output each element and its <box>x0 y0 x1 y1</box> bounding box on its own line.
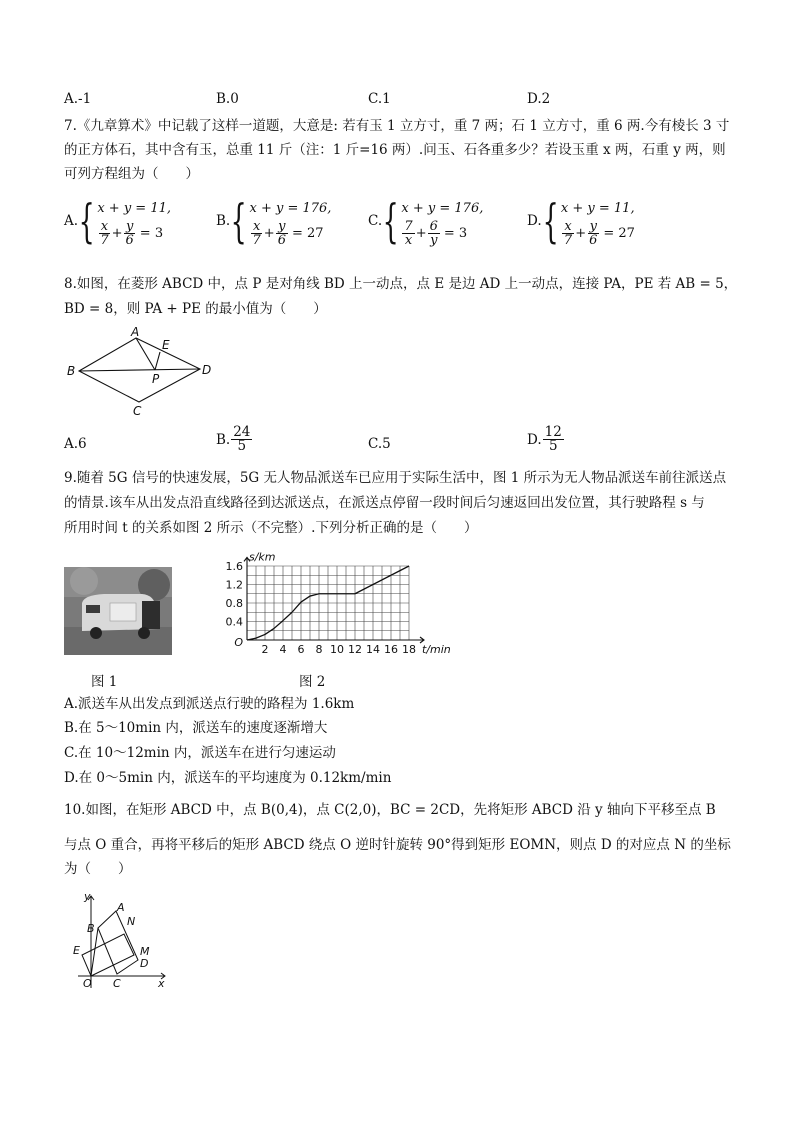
q8-option-d: D. $\frac{12}{5}$ <box>527 424 562 454</box>
q6-option-a: A.-1 <box>64 91 92 107</box>
q7-option-d-label: D. <box>527 213 542 229</box>
y-tick-label: 1.2 <box>225 578 243 592</box>
x-tick-label: 12 <box>348 643 362 656</box>
x-tick-label: 4 <box>279 643 287 656</box>
rectangle-rotation-figure <box>70 888 180 998</box>
q9-option-c: C.在 10～12min 内，派送车在进行匀速运动 <box>64 745 336 761</box>
x-tick-label: 16 <box>384 643 398 656</box>
label-E: E <box>162 338 170 352</box>
label-C: C <box>113 977 121 990</box>
q10-text-line-2: 与点 O 重合，再将平移后的矩形 ABCD 绕点 O 逆时针旋转 90°得到矩形 EOMN，则点 D 的对应点 N 的坐标 <box>64 837 731 853</box>
label-D: D <box>202 363 212 377</box>
q7-option-a <box>64 196 171 246</box>
q7-option-c <box>368 196 483 246</box>
q7-option-c-label: C. <box>368 213 383 229</box>
brace-icon: { <box>542 194 559 248</box>
y-tick-label: 0.8 <box>225 597 243 610</box>
q8-text-line-2: BD = 8，则 PA + PE 的最小值为（ ） <box>64 301 327 317</box>
q7-d-equation-1: x + y = 11, <box>560 201 635 216</box>
label-A: A <box>131 325 140 339</box>
x-tick-label: 8 <box>315 643 323 656</box>
q10-text-line-1: 10.如图，在矩形 ABCD 中，点 B(0,4)，点 C(2,0)，BC = 2CD，先将矩形 ABCD 沿 y 轴向下平移至点 B <box>64 802 716 818</box>
label-P: P <box>152 372 160 386</box>
origin-label: O <box>234 636 243 649</box>
q7-a-equation-2: $\frac{x}{7}$ + $\frac{y}{6}$ = 3 <box>100 219 164 248</box>
q9-text-line-3: 所用时间 t 的关系如图 2 所示（不完整）.下列分析正确的是（ ） <box>64 520 478 536</box>
delivery-vehicle-icon <box>64 567 172 655</box>
label-M: M <box>140 945 150 958</box>
q6-option-d: D.2 <box>527 91 551 107</box>
q7-b-equation-2: $\frac{x}{7}$ + $\frac{y}{6}$ = 27 <box>252 219 324 248</box>
q8-option-a: A.6 <box>64 436 87 452</box>
brace-icon: { <box>230 194 247 248</box>
rhombus-figure <box>60 325 220 420</box>
brace-icon: { <box>382 194 399 248</box>
q7-option-d <box>527 196 635 246</box>
label-E: E <box>73 944 80 957</box>
label-D: D <box>140 957 149 970</box>
q7-option-b <box>216 196 331 246</box>
q8-option-b: B. $\frac{24}{5}$ <box>216 424 251 454</box>
label-B: B <box>87 922 95 935</box>
label-O: O <box>83 977 92 990</box>
q6-option-b: B.0 <box>216 91 239 107</box>
label-x: x <box>158 977 165 990</box>
q9-option-b: B.在 5～10min 内，派送车的速度逐渐增大 <box>64 720 328 736</box>
distance-time-chart <box>220 548 451 660</box>
q9-option-d: D.在 0～5min 内，派送车的平均速度为 0.12km/min <box>64 770 392 786</box>
y-axis-label: s/km <box>249 550 276 564</box>
x-tick-label: 2 <box>261 643 269 656</box>
q9-option-a: A.派送车从出发点到派送点行驶的路程为 1.6km <box>64 696 355 712</box>
q7-a-equation-1: x + y = 11, <box>97 201 171 216</box>
label-A: A <box>117 901 125 914</box>
x-tick-label: 6 <box>297 643 305 656</box>
figure-1-caption: 图 1 <box>91 674 118 690</box>
x-tick-label: 14 <box>366 643 380 656</box>
q7-c-equation-1: x + y = 176, <box>401 201 484 216</box>
q7-d-equation-2: $\frac{x}{7}$ + $\frac{y}{6}$ = 27 <box>563 219 635 248</box>
label-N: N <box>127 915 136 928</box>
label-y: y <box>84 890 91 903</box>
q7-text-line-2: 的正方体石，其中含有玉，总重 11 斤（注：1 斤=16 两）.问玉、石各重多少？若设玉重 x 两，石重 y 两，则 <box>64 142 726 158</box>
q7-c-equation-2: $\frac{7}{x}$ + $\frac{6}{y}$ = 3 <box>404 219 468 248</box>
q8-option-c: C.5 <box>368 436 391 452</box>
q9-text-line-1: 9.随着 5G 信号的快速发展，5G 无人物品派送车已应用于实际生活中，图 1 所示为无人物品派送车前往派送点 <box>64 470 727 486</box>
q7-text-line-1: 7.《九章算术》中记载了这样一道题，大意是: 若有玉 1 立方寸，重 7 两；石 1 立方寸，重 6 两.今有棱长 3 寸 <box>64 118 730 134</box>
delivery-vehicle-photo <box>64 567 172 655</box>
q8-text-line-1: 8.如图，在菱形 ABCD 中，点 P 是对角线 BD 上一动点，点 E 是边 AD 上一动点，连接 PA，PE 若 AB = 5， <box>64 276 738 292</box>
q6-option-c: C.1 <box>368 91 391 107</box>
figure-2-caption: 图 2 <box>299 674 326 690</box>
x-tick-label: 10 <box>330 643 344 656</box>
q7-text-line-3: 可列方程组为（ ） <box>64 166 199 182</box>
brace-icon: { <box>78 194 95 248</box>
q7-option-a-label: A. <box>64 213 79 229</box>
label-B: B <box>67 364 76 378</box>
x-tick-label: 18 <box>402 643 416 656</box>
q10-text-line-3: 为（ ） <box>64 861 132 877</box>
y-tick-label: 1.6 <box>225 560 243 573</box>
q9-text-line-2: 的情景.该车从出发点沿直线路径到达派送点，在派送点停留一段时间后匀速返回出发位置，其行驶路程 s 与 <box>64 495 705 511</box>
y-tick-label: 0.4 <box>225 615 243 629</box>
q7-b-equation-1: x + y = 176, <box>249 201 332 216</box>
q7-option-b-label: B. <box>216 213 231 229</box>
label-C: C <box>133 404 142 418</box>
x-axis-label: t/min <box>422 643 451 656</box>
